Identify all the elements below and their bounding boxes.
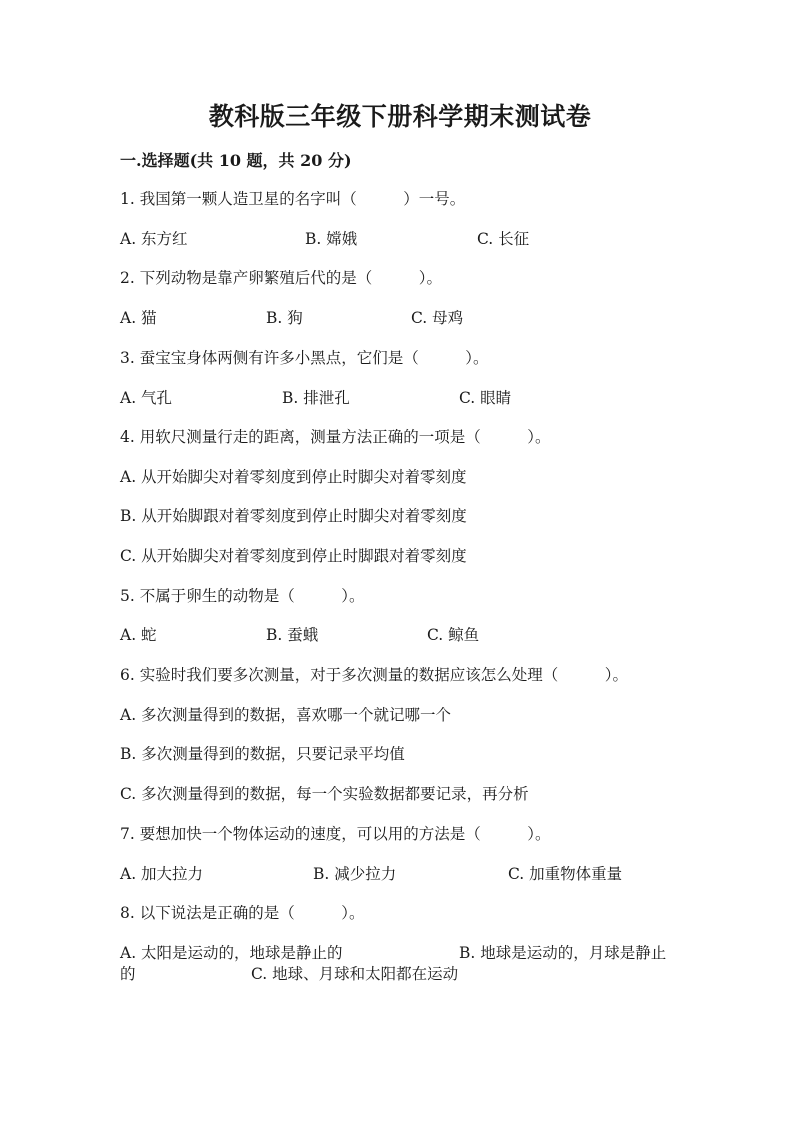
- question-8-option-b: B. 地球是运动的，月球是静止: [459, 944, 667, 962]
- question-6-option-c: C. 多次测量得到的数据，每一个实验数据都要记录，再分析: [120, 785, 529, 803]
- question-8-option-a: A. 太阳是运动的，地球是静止的: [120, 944, 343, 962]
- question-5-option-b: B. 蚕蛾: [266, 626, 319, 644]
- question-6-option-a: A. 多次测量得到的数据，喜欢哪一个就记哪一个: [120, 706, 452, 724]
- question-8-stem: 8. 以下说法是正确的是（ ）。: [120, 904, 365, 922]
- question-1-stem: 1. 我国第一颗人造卫星的名字叫（ ）一号。: [120, 190, 466, 208]
- question-6-option-b: B. 多次测量得到的数据，只要记录平均值: [120, 745, 405, 763]
- question-7-option-b: B. 减少拉力: [313, 865, 397, 883]
- question-4-option-c: C. 从开始脚尖对着零刻度到停止时脚跟对着零刻度: [120, 547, 467, 565]
- question-4-option-b: B. 从开始脚跟对着零刻度到停止时脚尖对着零刻度: [120, 507, 467, 525]
- question-2-option-a: A. 猫: [120, 309, 157, 327]
- question-7-stem: 7. 要想加快一个物体运动的速度，可以用的方法是（ ）。: [120, 825, 551, 843]
- question-7-option-a: A. 加大拉力: [120, 865, 204, 883]
- question-8-option-c: C. 地球、月球和太阳都在运动: [251, 965, 459, 983]
- question-7-option-c: C. 加重物体重量: [508, 865, 623, 883]
- section-heading: 一.选择题(共 10 题，共 20 分): [120, 151, 352, 170]
- question-2-option-b: B. 狗: [266, 309, 303, 327]
- question-1-option-a: A. 东方红: [120, 230, 188, 248]
- question-3-option-c: C. 眼睛: [459, 389, 512, 407]
- question-3-option-a: A. 气孔: [120, 389, 173, 407]
- question-6-stem: 6. 实验时我们要多次测量，对于多次测量的数据应该怎么处理（ ）。: [120, 666, 628, 684]
- question-3-stem: 3. 蚕宝宝身体两侧有许多小黑点，它们是（ ）。: [120, 349, 489, 367]
- question-2-option-c: C. 母鸡: [411, 309, 464, 327]
- question-4-stem: 4. 用软尺测量行走的距离，测量方法正确的一项是（ ）。: [120, 428, 551, 446]
- question-5-option-a: A. 蛇: [120, 626, 157, 644]
- question-5-stem: 5. 不属于卵生的动物是（ ）。: [120, 587, 365, 605]
- question-2-stem: 2. 下列动物是靠产卵繁殖后代的是（ ）。: [120, 269, 442, 287]
- page-title: 教科版三年级下册科学期末测试卷: [208, 102, 592, 131]
- question-4-option-a: A. 从开始脚尖对着零刻度到停止时脚尖对着零刻度: [120, 468, 467, 486]
- question-1-option-b: B. 嫦娥: [305, 230, 358, 248]
- question-1-option-c: C. 长征: [477, 230, 530, 248]
- question-5-option-c: C. 鲸鱼: [427, 626, 480, 644]
- question-3-option-b: B. 排泄孔: [282, 389, 350, 407]
- question-8-option-b-continuation: 的: [120, 965, 136, 983]
